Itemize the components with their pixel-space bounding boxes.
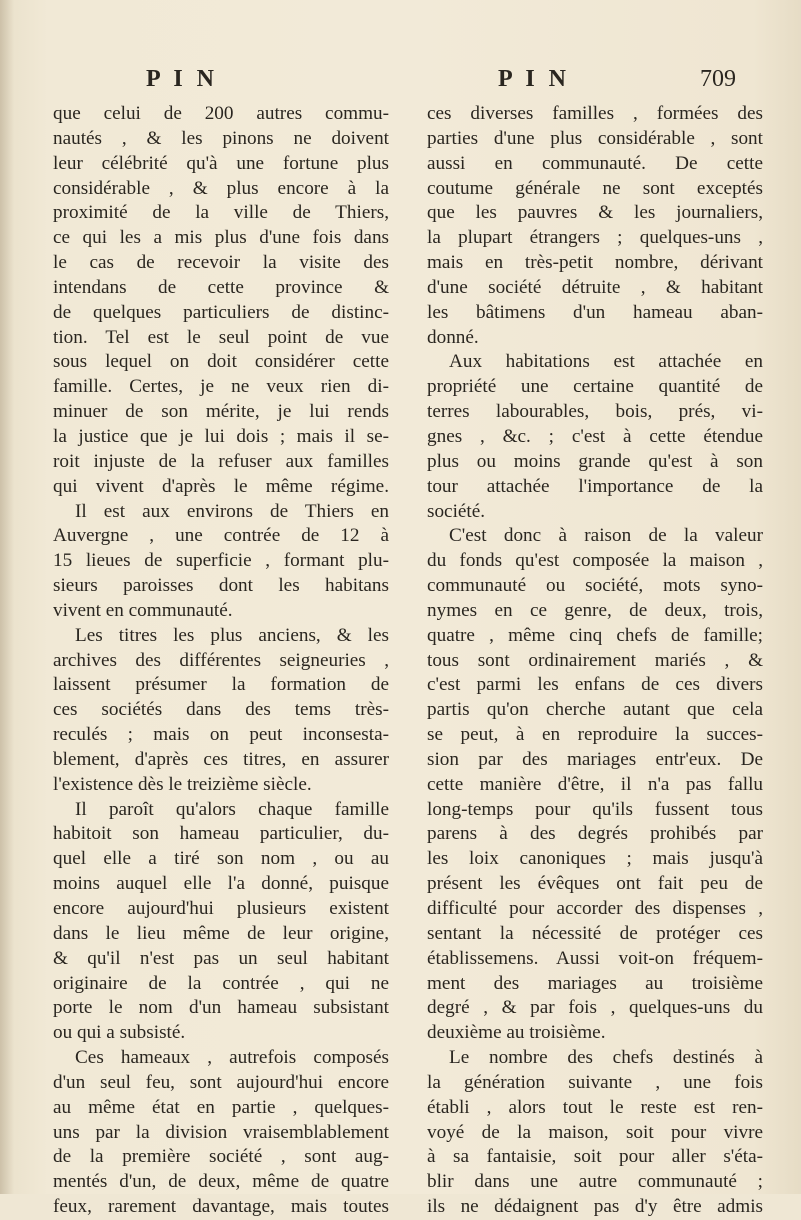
text-line: quel elle a tiré son nom , ou au bbox=[53, 848, 389, 870]
text-line: deuxième au troisième. bbox=[427, 1022, 606, 1044]
text-line: les bâtimens d'un hameau aban- bbox=[427, 301, 763, 323]
text-line: plus ou moins grande qu'est à son bbox=[427, 450, 763, 472]
text-line: degré , & par fois , quelques-uns du bbox=[427, 997, 763, 1019]
text-line: quatre , même cinq chefs de famille; bbox=[427, 624, 763, 646]
text-line: Ces hameaux , autrefois composés bbox=[75, 1047, 389, 1069]
text-line: feux, rarement davantage, mais toutes bbox=[53, 1196, 389, 1218]
text-line: tion. Tel est le seul point de vue bbox=[53, 326, 389, 348]
text-line: habitoit son hameau particulier, du- bbox=[53, 823, 389, 845]
text-line: mentés d'un, de deux, même de quatre bbox=[53, 1171, 389, 1193]
left-text-column bbox=[53, 102, 389, 1220]
text-line: dans le lieu même de leur origine, bbox=[53, 922, 389, 944]
text-line: gnes , &c. ; c'est à cette étendue bbox=[427, 425, 763, 447]
text-line: sion par des mariages entr'eux. De bbox=[427, 748, 763, 770]
text-line: blir dans une autre communauté ; bbox=[427, 1171, 763, 1193]
text-line: blement, d'après ces titres, en assurer bbox=[53, 748, 389, 770]
text-line: que celui de 200 autres commu- bbox=[53, 103, 389, 124]
text-line: considérable , & plus encore à la bbox=[53, 177, 389, 199]
page-fold-shadow bbox=[0, 0, 14, 1194]
text-line: de la première société , sont aug- bbox=[53, 1146, 389, 1168]
text-line: encore aujourd'hui plusieurs existent bbox=[53, 898, 389, 919]
text-line: leur célébrité qu'à une fortune plus bbox=[53, 152, 389, 174]
text-line: la plupart étrangers ; quelques-uns , bbox=[427, 227, 763, 249]
text-line: donné. bbox=[427, 326, 479, 348]
text-line: ils ne dédaignent pas d'y être admis bbox=[427, 1196, 763, 1218]
text-line: terres labourables, bois, prés, vi- bbox=[427, 401, 763, 423]
text-line: tous sont ordinairement mariés , & bbox=[427, 649, 763, 671]
text-line: établissemens. Aussi voit-on fréquem- bbox=[427, 947, 763, 969]
text-line: qui vivent d'après le même régime. bbox=[53, 475, 389, 497]
text-line: parens à des degrés prohibés par bbox=[427, 823, 763, 845]
text-line: établi , alors tout le reste est ren- bbox=[427, 1096, 763, 1118]
text-line: propriété une certaine quantité de bbox=[427, 376, 763, 398]
text-line: Aux habitations est attachée en bbox=[449, 351, 763, 373]
text-line: c'est parmi les enfans de ces divers bbox=[427, 674, 763, 696]
text-line: C'est donc à raison de la valeur bbox=[449, 525, 763, 547]
text-line: ces sociétés dans des tems très- bbox=[53, 699, 389, 721]
text-line: présent les évêques ont fait peu de bbox=[427, 873, 763, 895]
text-line: du fonds qu'est composée la maison , bbox=[427, 550, 763, 572]
text-line: sous lequel on doit considérer cette bbox=[53, 351, 389, 373]
text-line: 15 lieues de superficie , formant plu- bbox=[53, 550, 389, 572]
text-line: tour attachée l'importance de la bbox=[427, 475, 763, 497]
text-line: voyé de la maison, soit pour vivre bbox=[427, 1121, 763, 1143]
text-line: la justice que je lui dois ; mais il se- bbox=[53, 425, 389, 447]
text-line: archives des différentes seigneuries , bbox=[53, 649, 389, 671]
text-line: Le nombre des chefs destinés à bbox=[449, 1047, 763, 1069]
text-line: moins auquel elle l'a donné, puisque bbox=[53, 873, 389, 895]
text-line: à sa fantaisie, soit pour aller s'éta- bbox=[427, 1146, 763, 1168]
text-line: société. bbox=[427, 500, 486, 522]
text-line: porte le nom d'un hameau subsistant bbox=[53, 997, 389, 1019]
text-line: proximité de la ville de Thiers, bbox=[53, 202, 389, 224]
text-line: reculés ; mais on peut inconsesta- bbox=[53, 724, 389, 746]
text-line: d'un seul feu, sont aujourd'hui encore bbox=[53, 1071, 389, 1093]
text-line: difficulté pour accorder des dispenses , bbox=[427, 898, 763, 919]
text-line: uns par la division vraisemblablement bbox=[53, 1121, 389, 1143]
text-line: que les pauvres & les journaliers, bbox=[427, 202, 763, 224]
text-line: Il est aux environs de Thiers en bbox=[75, 500, 389, 522]
text-line: communauté ou société, mots syno- bbox=[427, 575, 763, 597]
text-line: famille. Certes, je ne veux rien di- bbox=[53, 376, 389, 398]
text-line: partis qu'on cherche autant que cela bbox=[427, 699, 763, 721]
text-line: de quelques particuliers de distinc- bbox=[53, 301, 389, 323]
text-line: d'une société détruite , & habitant bbox=[427, 276, 763, 298]
text-line: long-temps pour qu'ils fussent tous bbox=[427, 798, 763, 820]
text-line: aussi en communauté. De cette bbox=[427, 152, 763, 174]
text-line: & qu'il n'est pas un seul habitant bbox=[53, 947, 389, 969]
text-line: ce qui les a mis plus d'une fois dans bbox=[53, 227, 389, 249]
text-line: Auvergne , une contrée de 12 à bbox=[53, 525, 389, 547]
text-line: Il paroît qu'alors chaque famille bbox=[75, 798, 389, 820]
text-line: roit injuste de la refuser aux familles bbox=[53, 450, 389, 472]
text-line: le cas de recevoir la visite des bbox=[53, 252, 389, 274]
text-line: au même état en partie , quelques- bbox=[53, 1096, 389, 1118]
left-running-head: P I N bbox=[146, 66, 219, 92]
text-line: coutume générale ne sont exceptés bbox=[427, 177, 763, 199]
text-line: cette manière d'être, il n'a pas fallu bbox=[427, 773, 763, 795]
text-line: ces diverses familles , formées des bbox=[427, 103, 763, 124]
text-line: originaire de la contrée , qui ne bbox=[53, 972, 389, 994]
right-text-column bbox=[427, 102, 763, 1220]
text-line: sentant la nécessité de protéger ces bbox=[427, 922, 763, 944]
text-line: l'existence dès le treizième siècle. bbox=[53, 773, 312, 795]
page-number: 709 bbox=[700, 66, 736, 92]
text-line: les loix canoniques ; mais jusqu'à bbox=[427, 848, 763, 870]
text-line: nymes en ce genre, de deux, trois, bbox=[427, 599, 763, 621]
text-line: vivent en communauté. bbox=[53, 599, 233, 621]
text-line: se peut, à en reproduire la succes- bbox=[427, 724, 763, 746]
text-line: ou qui a subsisté. bbox=[53, 1022, 186, 1044]
text-line: intendans de cette province & bbox=[53, 276, 389, 298]
text-line: minuer de son mérite, je lui rends bbox=[53, 401, 389, 423]
text-line: laissent présumer la formation de bbox=[53, 674, 389, 696]
right-running-head: P I N bbox=[498, 66, 571, 92]
text-line: sieurs paroisses dont les habitans bbox=[53, 575, 389, 597]
text-line: Les titres les plus anciens, & les bbox=[75, 624, 389, 646]
text-line: ment des mariages au troisième bbox=[427, 972, 763, 994]
text-line: mais en très-petit nombre, dérivant bbox=[427, 252, 763, 274]
text-line: parties d'une plus considérable , sont bbox=[427, 127, 763, 149]
text-line: la génération suivante , une fois bbox=[427, 1071, 763, 1093]
text-line: nautés , & les pinons ne doivent bbox=[53, 127, 389, 149]
